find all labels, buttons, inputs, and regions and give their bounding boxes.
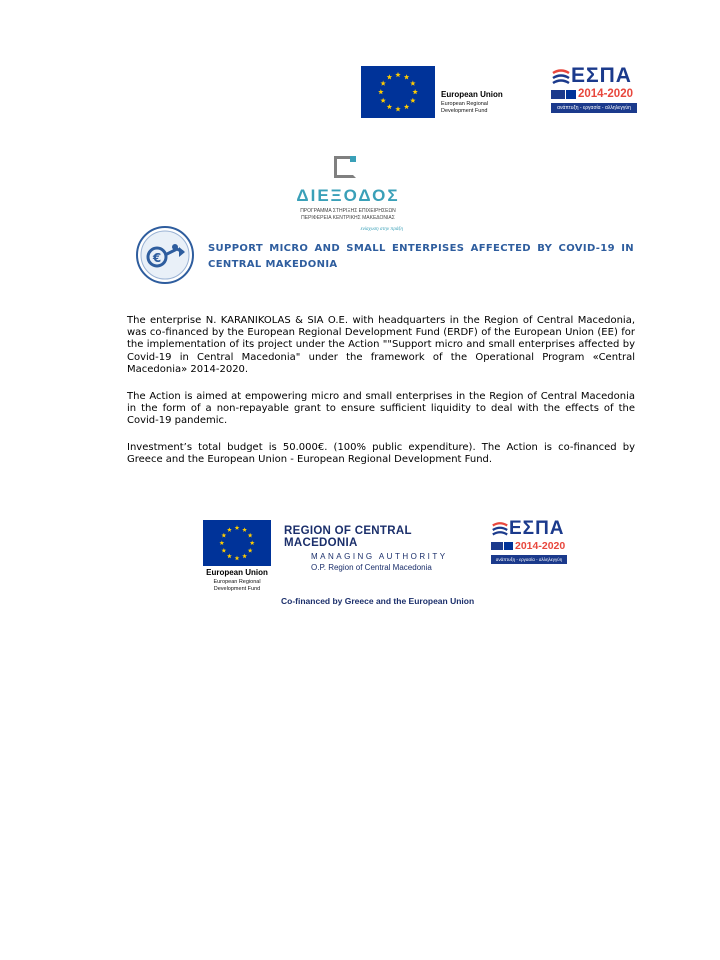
eu-star	[235, 556, 240, 561]
eu-star	[380, 98, 385, 103]
euro-support-icon	[135, 225, 195, 285]
eu-logo-header	[361, 66, 511, 118]
espa-tagline: ανάπτυξη - εργασία - αλληλεγγύη	[551, 103, 637, 113]
espa-flag-icon	[551, 68, 571, 88]
managing-authority: MANAGING AUTHORITY	[311, 552, 448, 561]
eu-star	[242, 527, 247, 532]
diexodos-logo	[288, 152, 408, 234]
eu-logo-title: European Union	[206, 568, 268, 577]
eu-logo-subtitle-1: European Regional	[213, 579, 261, 585]
espa-word: ΕΣΠΑ	[571, 64, 632, 87]
espa-logo-footer	[491, 519, 567, 567]
eu-star	[387, 74, 392, 79]
op-region: O.P. Region of Central Macedonia	[311, 563, 432, 572]
svg-text:€: €	[152, 251, 162, 265]
espa-flag-icon	[491, 521, 509, 539]
eu-flag-icon	[361, 66, 435, 118]
region-block	[284, 525, 484, 572]
eu-star	[395, 72, 400, 77]
paragraph-budget: Investment’s total budget is 50.000€. (100% public expenditure). The Action is co-financed by Greece and the European Union - European Regional Development Fund.	[127, 442, 635, 466]
eu-star	[404, 104, 409, 109]
eu-mini-flag-icon	[566, 90, 576, 99]
espa-logo-header	[551, 65, 637, 117]
diexodos-line-2: ΠΕΡΙΦΕΡΕΙΑ ΚΕΝΤΡΙΚΗΣ ΜΑΚΕΔΟΝΙΑΣ	[301, 215, 395, 221]
espa-word: ΕΣΠΑ	[509, 518, 565, 539]
eu-star	[378, 89, 383, 94]
greek-flag-icon	[551, 90, 565, 99]
eu-star	[380, 81, 385, 86]
eu-star	[412, 89, 417, 94]
espa-years: 2014-2020	[515, 540, 566, 552]
espa-tagline: ανάπτυξη - εργασία - αλληλεγγύη	[491, 555, 567, 564]
paragraph-action-aim: The Action is aimed at empowering micro and small enterprises in the Region of Central Macedonia in the form of a non-repayable grant to ensure sufficient liquidity to deal with the effects of the Covid-19 pandemic.	[127, 391, 635, 427]
eu-star	[221, 533, 226, 538]
diexodos-tagline: ενίσχυση στην πράξη	[360, 226, 403, 231]
eu-star	[410, 81, 415, 86]
eu-star	[221, 548, 226, 553]
espa-years: 2014-2020	[578, 88, 633, 100]
paragraph-intro: The enterprise N. KARANIKOLAS & SIA O.E. with headquarters in the Region of Central Macedonia, was co-financed by the European Regional Development Fund (ERDF) of the European Union (EE) for the implementation of its project under the Action ""Support micro and small enterprises affected by Covid-19 in Central Macedonia" under the framework of the Operational Program «Central Macedonia» 2014-2020.	[127, 315, 635, 375]
diexodos-name: ΔΙΕΞΟΔΟΣ	[296, 186, 400, 205]
eu-mini-flag-icon	[504, 542, 513, 550]
diexodos-line-1: ΠΡΟΓΡΑΜΜΑ ΣΤΗΡΙΞΗΣ ΕΠΙΧΕΙΡΗΣΕΩΝ	[300, 208, 396, 214]
eu-star	[387, 104, 392, 109]
eu-star	[242, 554, 247, 559]
eu-star	[250, 540, 255, 545]
eu-logo-subtitle-2: Development Fund	[213, 585, 261, 592]
eu-star	[410, 98, 415, 103]
eu-star	[248, 533, 253, 538]
eu-star	[227, 527, 232, 532]
cofinanced-text: Co-financed by Greece and the European Union	[281, 596, 475, 606]
eu-logo-footer	[203, 520, 271, 592]
eu-flag-icon	[203, 520, 271, 566]
greek-flag-icon	[491, 542, 503, 550]
eu-logo-subtitle-1: European Regional	[441, 101, 489, 107]
eu-logo-subtitle-2: Development Fund	[441, 107, 488, 114]
eu-star	[395, 106, 400, 111]
page-heading: SUPPORT MICRO AND SMALL ENTERPISES AFFECTED BY COVID-19 IN CENTRAL MAKEDONIA	[208, 243, 634, 270]
eu-logo-title: European Union	[441, 90, 503, 99]
eu-star	[219, 540, 224, 545]
eu-star	[235, 525, 240, 530]
diexodos-mark-accent	[350, 156, 356, 162]
eu-star	[227, 554, 232, 559]
region-name: REGION OF CENTRAL MACEDONIA	[284, 525, 412, 549]
eu-star	[404, 74, 409, 79]
eu-star	[248, 548, 253, 553]
